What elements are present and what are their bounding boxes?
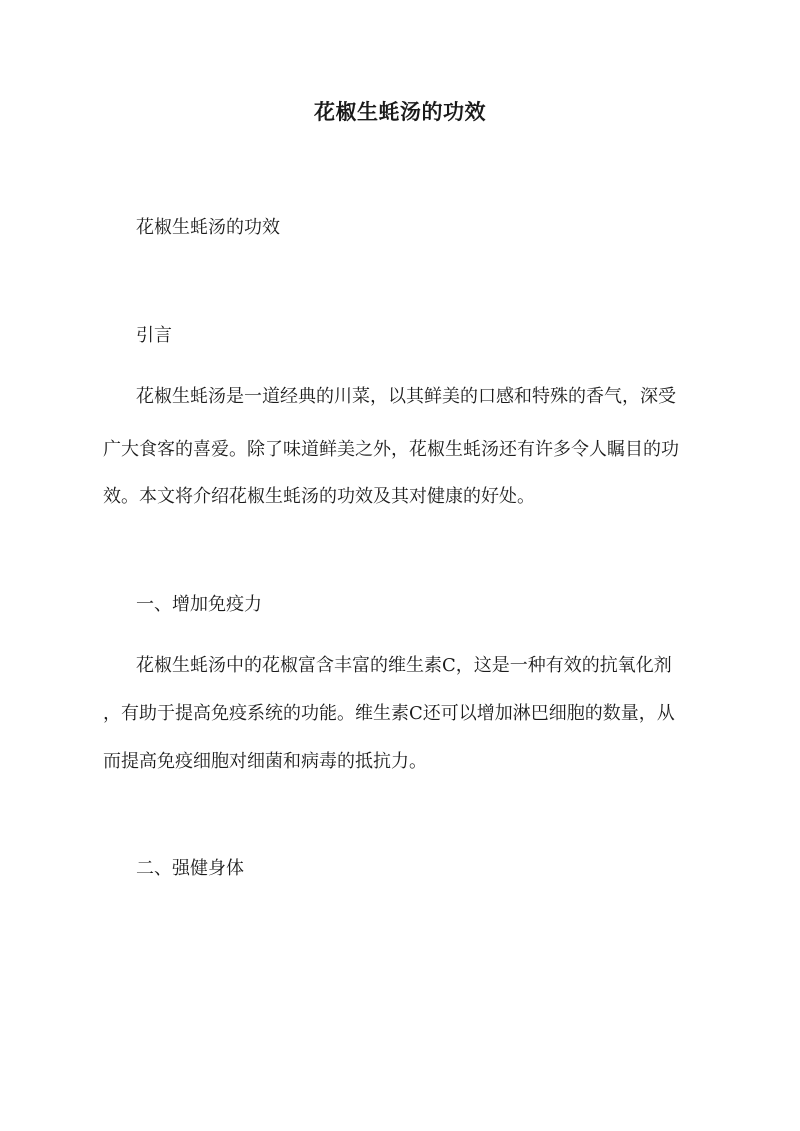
section1-paragraph-line: 而提高免疫细胞对细菌和病毒的抵抗力。 <box>103 751 427 772</box>
section1-paragraph-line: 花椒生蚝汤中的花椒富含丰富的维生素C，这是一种有效的抗氧化剂 <box>136 655 672 676</box>
section1-paragraph-line: ，有助于提高免疫系统的功能。维生素C还可以增加淋巴细胞的数量，从 <box>103 703 675 724</box>
intro-paragraph-line: 花椒生蚝汤是一道经典的川菜，以其鲜美的口感和特殊的香气，深受 <box>136 386 676 407</box>
intro-paragraph-line: 效。本文将介绍花椒生蚝汤的功效及其对健康的好处。 <box>103 486 535 507</box>
intro-heading: 引言 <box>136 325 172 346</box>
document-title: 花椒生蚝汤的功效 <box>314 99 486 124</box>
section1-heading: 一、增加免疫力 <box>136 594 262 615</box>
section2-heading: 二、强健身体 <box>136 858 244 879</box>
intro-paragraph-line: 广大食客的喜爱。除了味道鲜美之外，花椒生蚝汤还有许多令人瞩目的功 <box>103 439 679 460</box>
subtitle: 花椒生蚝汤的功效 <box>136 217 280 238</box>
